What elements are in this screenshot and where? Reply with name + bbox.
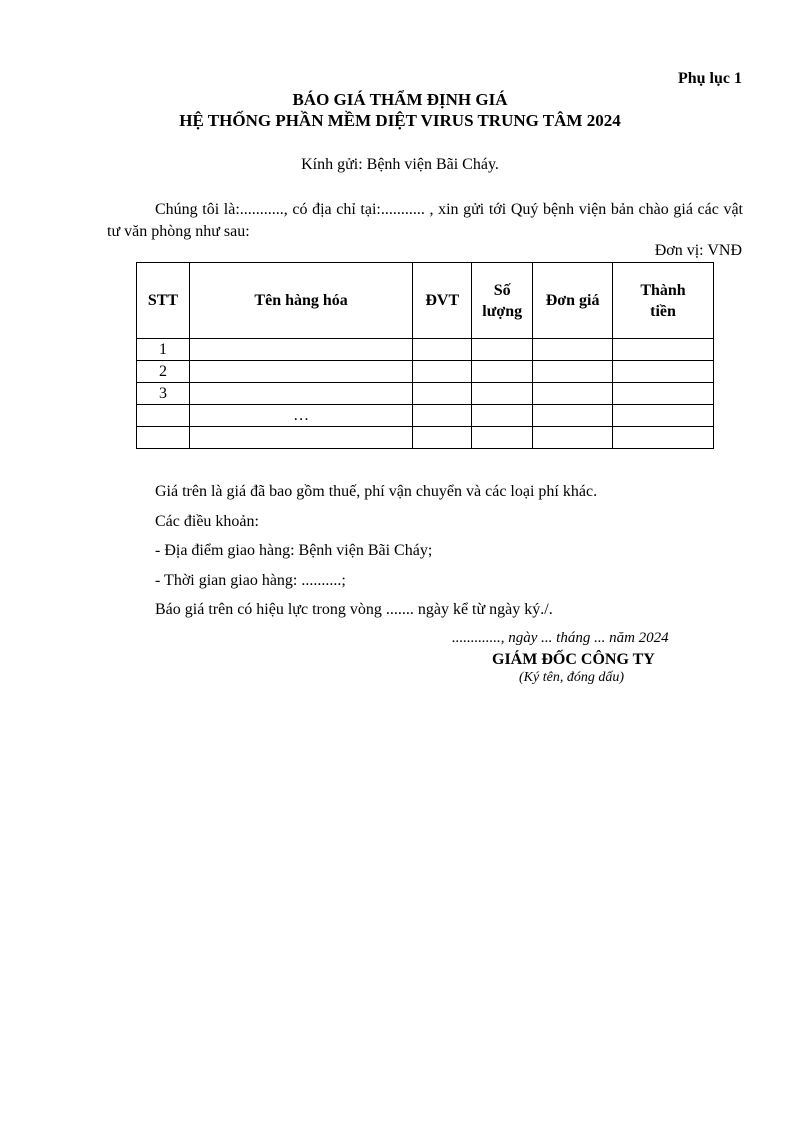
cell-unit-price [533,339,613,361]
cell-stt [137,427,190,449]
header-stt: STT [137,263,190,339]
header-unit: ĐVT [413,263,472,339]
document-subtitle: HỆ THỐNG PHẦN MỀM DIỆT VIRUS TRUNG TÂM 2024 [179,111,621,130]
cell-quantity [472,405,533,427]
cell-stt: 3 [137,383,190,405]
price-table [136,262,714,449]
cell-stt: 1 [137,339,190,361]
cell-total [613,405,714,427]
cell-stt: 2 [137,361,190,383]
cell-unit-price [533,405,613,427]
cell-stt [137,405,190,427]
cell-quantity [472,361,533,383]
greeting-line: Kính gửi: Bệnh viện Bãi Cháy. [301,156,499,173]
terms-heading: Các điều khoản: [155,512,259,530]
signature-date: ............., ngày ... tháng ... năm 2024 [452,630,669,646]
signature-note: (Ký tên, đóng dấu) [519,670,624,685]
cell-quantity [472,383,533,405]
cell-unit [413,405,472,427]
cell-total [613,339,714,361]
cell-unit-price [533,383,613,405]
table-row [137,339,714,361]
cell-item-name [189,427,412,449]
signatory-title: GIÁM ĐỐC CÔNG TY [492,651,655,668]
delivery-location: - Địa điểm giao hàng: Bệnh viện Bãi Cháy; [155,542,433,559]
document-title: BÁO GIÁ THẨM ĐỊNH GIÁ [292,90,508,109]
cell-item-name [189,383,412,405]
cell-unit [413,383,472,405]
table-row [137,405,714,427]
delivery-time: - Thời gian giao hàng: ..........; [155,571,346,589]
cell-unit [413,339,472,361]
cell-item-name [189,339,412,361]
cell-total [613,427,714,449]
cell-total [613,383,714,405]
intro-paragraph: Chúng tôi là:..........., có địa chỉ tại:........... , xin gửi tới Quý bệnh viện bản chào giá các vật tư văn phòng như sau: [107,201,743,240]
header-unit-price: Đơn giá [533,263,613,339]
cell-quantity [472,427,533,449]
table-header-row [137,263,714,339]
cell-item-name [189,361,412,383]
currency-unit: Đơn vị: VNĐ [654,242,742,259]
cell-unit [413,361,472,383]
validity-note: Báo giá trên có hiệu lực trong vòng ....... ngày kể từ ngày ký./. [155,601,553,618]
table-row [137,383,714,405]
cell-item-name: … [189,405,412,427]
appendix-label: Phụ lục 1 [677,70,742,87]
cell-quantity [472,339,533,361]
table-row [137,427,714,449]
price-note: Giá trên là giá đã bao gồm thuế, phí vận chuyển và các loại phí khác. [155,483,598,500]
table-row [137,361,714,383]
cell-total [613,361,714,383]
header-total: Thành tiền [613,263,714,339]
header-quantity: Số lượng [472,263,533,339]
cell-unit [413,427,472,449]
cell-unit-price [533,427,613,449]
header-item-name: Tên hàng hóa [189,263,412,339]
cell-unit-price [533,361,613,383]
terms-section [155,481,597,629]
